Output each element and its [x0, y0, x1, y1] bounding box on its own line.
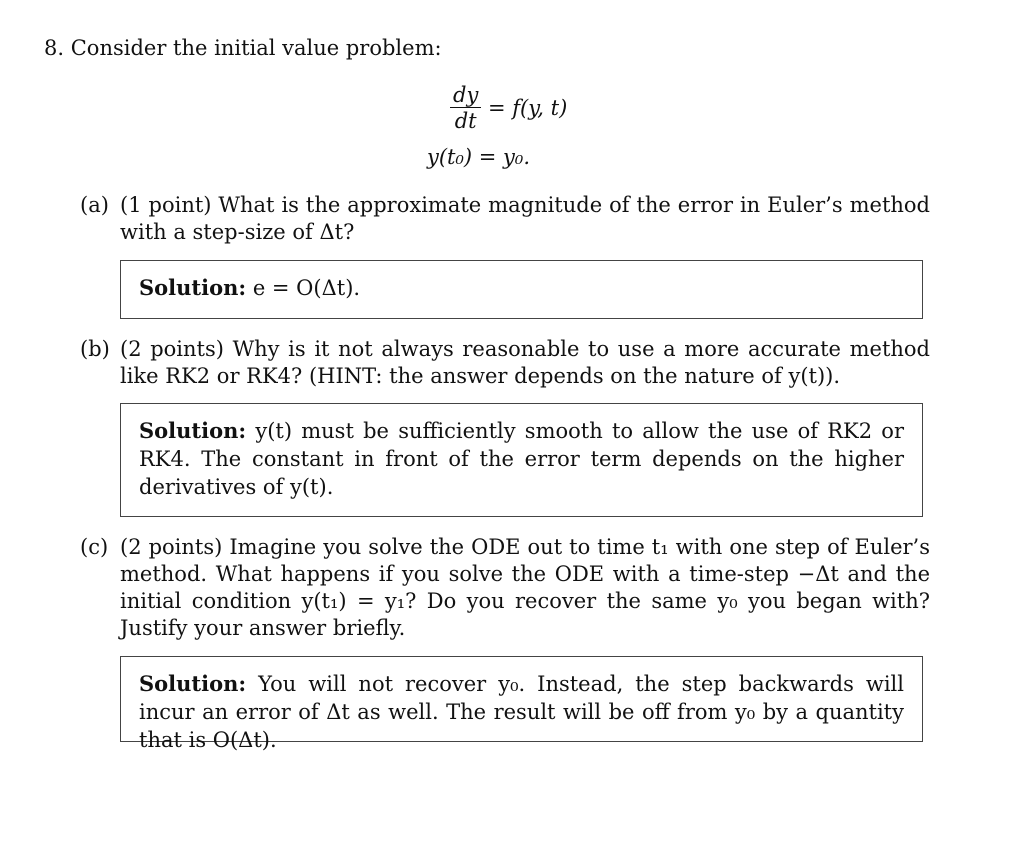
- part-c-solution-box: [120, 656, 923, 752]
- part-b-question: (2 points) Why is it not always reasonable to use a more accurate method like RK2 or RK4? (HINT: the answer depends on the nature of y(t)).: [120, 337, 930, 388]
- problem-heading: [44, 36, 442, 60]
- solution-label: Solution:: [139, 671, 247, 696]
- fraction-numerator: dy: [450, 84, 481, 108]
- ode-rhs: = f(y, t): [488, 96, 568, 120]
- problem-number: 8.: [44, 36, 65, 60]
- solution-label: Solution:: [139, 275, 247, 300]
- part-a-question: (1 point) What is the approximate magnitude of the error in Euler’s method with a step-size of Δt?: [120, 193, 930, 244]
- part-b-solution-text: y(t) must be sufficiently smooth to allow the use of RK2 or RK4. The constant in front of the error term depends on the higher derivatives of y(t).: [139, 419, 904, 499]
- part-a-label: (a): [80, 193, 109, 217]
- initial-condition: y(t₀) = y₀.: [427, 145, 531, 169]
- part-c-label: (c): [80, 535, 109, 559]
- part-a: [80, 192, 930, 246]
- problem-intro: Consider the initial value problem:: [70, 36, 442, 60]
- part-c: [80, 534, 930, 642]
- part-b: [80, 336, 930, 390]
- part-b-label: (b): [80, 337, 110, 361]
- fraction-denominator: dt: [454, 109, 477, 133]
- part-b-solution-box: [120, 403, 923, 517]
- part-a-solution-box: [120, 260, 923, 319]
- ode-equation: [450, 84, 567, 132]
- derivative-fraction: [450, 84, 481, 132]
- part-c-question: (2 points) Imagine you solve the ODE out to time t₁ with one step of Euler’s method. What happens if you solve the ODE with a time-step −Δt and the initial condition y(t₁) = y₁? Do you recover the same y₀ you began with? Justify your answer briefly.: [120, 535, 930, 640]
- part-a-solution-text: e = O(Δt).: [252, 276, 361, 300]
- part-c-solution-text: You will not recover y₀. Instead, the step backwards will incur an error of Δt as well. The result will be off from y₀ by a quantity that is O(Δt).: [139, 672, 904, 752]
- solution-label: Solution:: [139, 418, 247, 443]
